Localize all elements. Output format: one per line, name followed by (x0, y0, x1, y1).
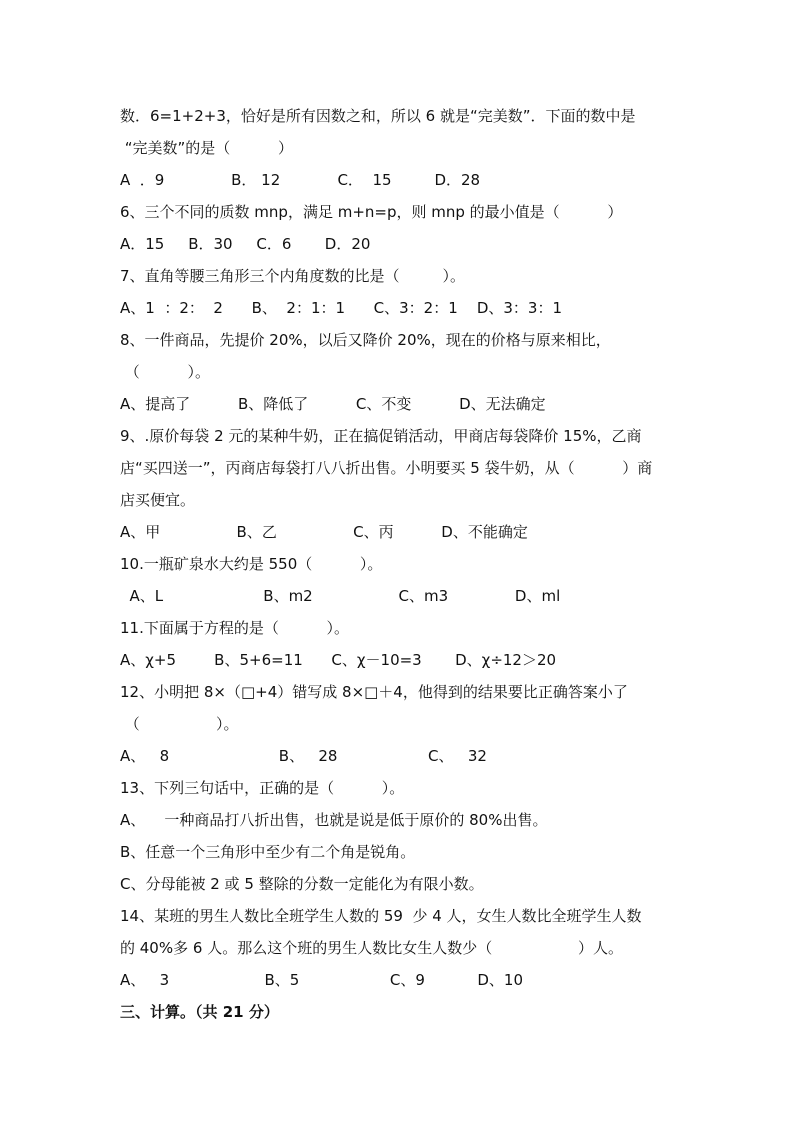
q11-stem: 11.下面属于方程的是（ ）。 (120, 619, 350, 637)
q8-stem-line-2: （ ）。 (120, 363, 210, 381)
q12-stem-line-2: （ ）。 (120, 715, 239, 733)
q5-stem-line-1: 数．6=1+2+3，恰好是所有因数之和，所以 6 就是“完美数”．下面的数中是 (120, 107, 636, 125)
q14-stem-line-2: 的 40%多 6 人。那么这个班的男生人数比女生人数少（ ）人。 (120, 939, 624, 957)
q5-stem-line-2: “完美数”的是（ ） (120, 139, 293, 157)
q13-option-a: A、 一种商品打八折出售，也就是说是低于原价的 80%出售。 (120, 811, 548, 829)
q12-stem-line-1: 12、小明把 8×（□+4）错写成 8×□＋4，他得到的结果要比正确答案小了 (120, 683, 628, 701)
q6-stem: 6、三个不同的质数 mnp，满足 m+n=p，则 mnp 的最小值是（ ） (120, 203, 623, 221)
q9-stem-line-1: 9、.原价每袋 2 元的某种牛奶，正在搞促销活动，甲商店每袋降价 15%，乙商 (120, 427, 642, 445)
q13-option-c: C、分母能被 2 或 5 整除的分数一定能化为有限小数。 (120, 875, 484, 893)
q8-stem-line-1: 8、一件商品，先提价 20%，以后又降价 20%，现在的价格与原来相比， (120, 331, 611, 349)
q13-option-b: B、任意一个三角形中至少有二个角是锐角。 (120, 843, 416, 861)
q12-options: A、 8 B、 28 C、 32 (120, 747, 487, 765)
q9-stem-line-2: 店“买四送一”，丙商店每袋打八八折出售。小明要买 5 袋牛奶，从（ ）商 (120, 459, 653, 477)
q10-options: A、L B、m2 C、m3 D、ml (120, 587, 561, 605)
q10-stem: 10.一瓶矿泉水大约是 550（ ）。 (120, 555, 383, 573)
q7-options: A、1 ：2： 2 B、 2：1：1 C、3：2：1 D、3：3：1 (120, 299, 562, 317)
q5-options: A ．9 B． 12 C． 15 D．28 (120, 171, 481, 189)
section-heading-calculation: 三、计算。（共 21 分） (120, 1003, 279, 1021)
q14-options: A、 3 B、5 C、9 D、10 (120, 971, 524, 989)
q14-stem-line-1: 14、某班的男生人数比全班学生人数的 59 少 4 人，女生人数比全班学生人数 (120, 907, 642, 925)
q9-stem-line-3: 店买便宜。 (120, 491, 196, 509)
q8-options: A、提高了 B、降低了 C、不变 D、无法确定 (120, 395, 546, 413)
q6-options: A．15 B．30 C．6 D．20 (120, 235, 371, 253)
q13-stem: 13、下列三句话中，正确的是（ ）。 (120, 779, 405, 797)
q11-options: A、χ+5 B、5+6=11 C、χ－10=3 D、χ÷12＞20 (120, 651, 557, 669)
q7-stem: 7、直角等腰三角形三个内角度数的比是（ ）。 (120, 267, 465, 285)
q9-options: A、甲 B、乙 C、丙 D、不能确定 (120, 523, 528, 541)
